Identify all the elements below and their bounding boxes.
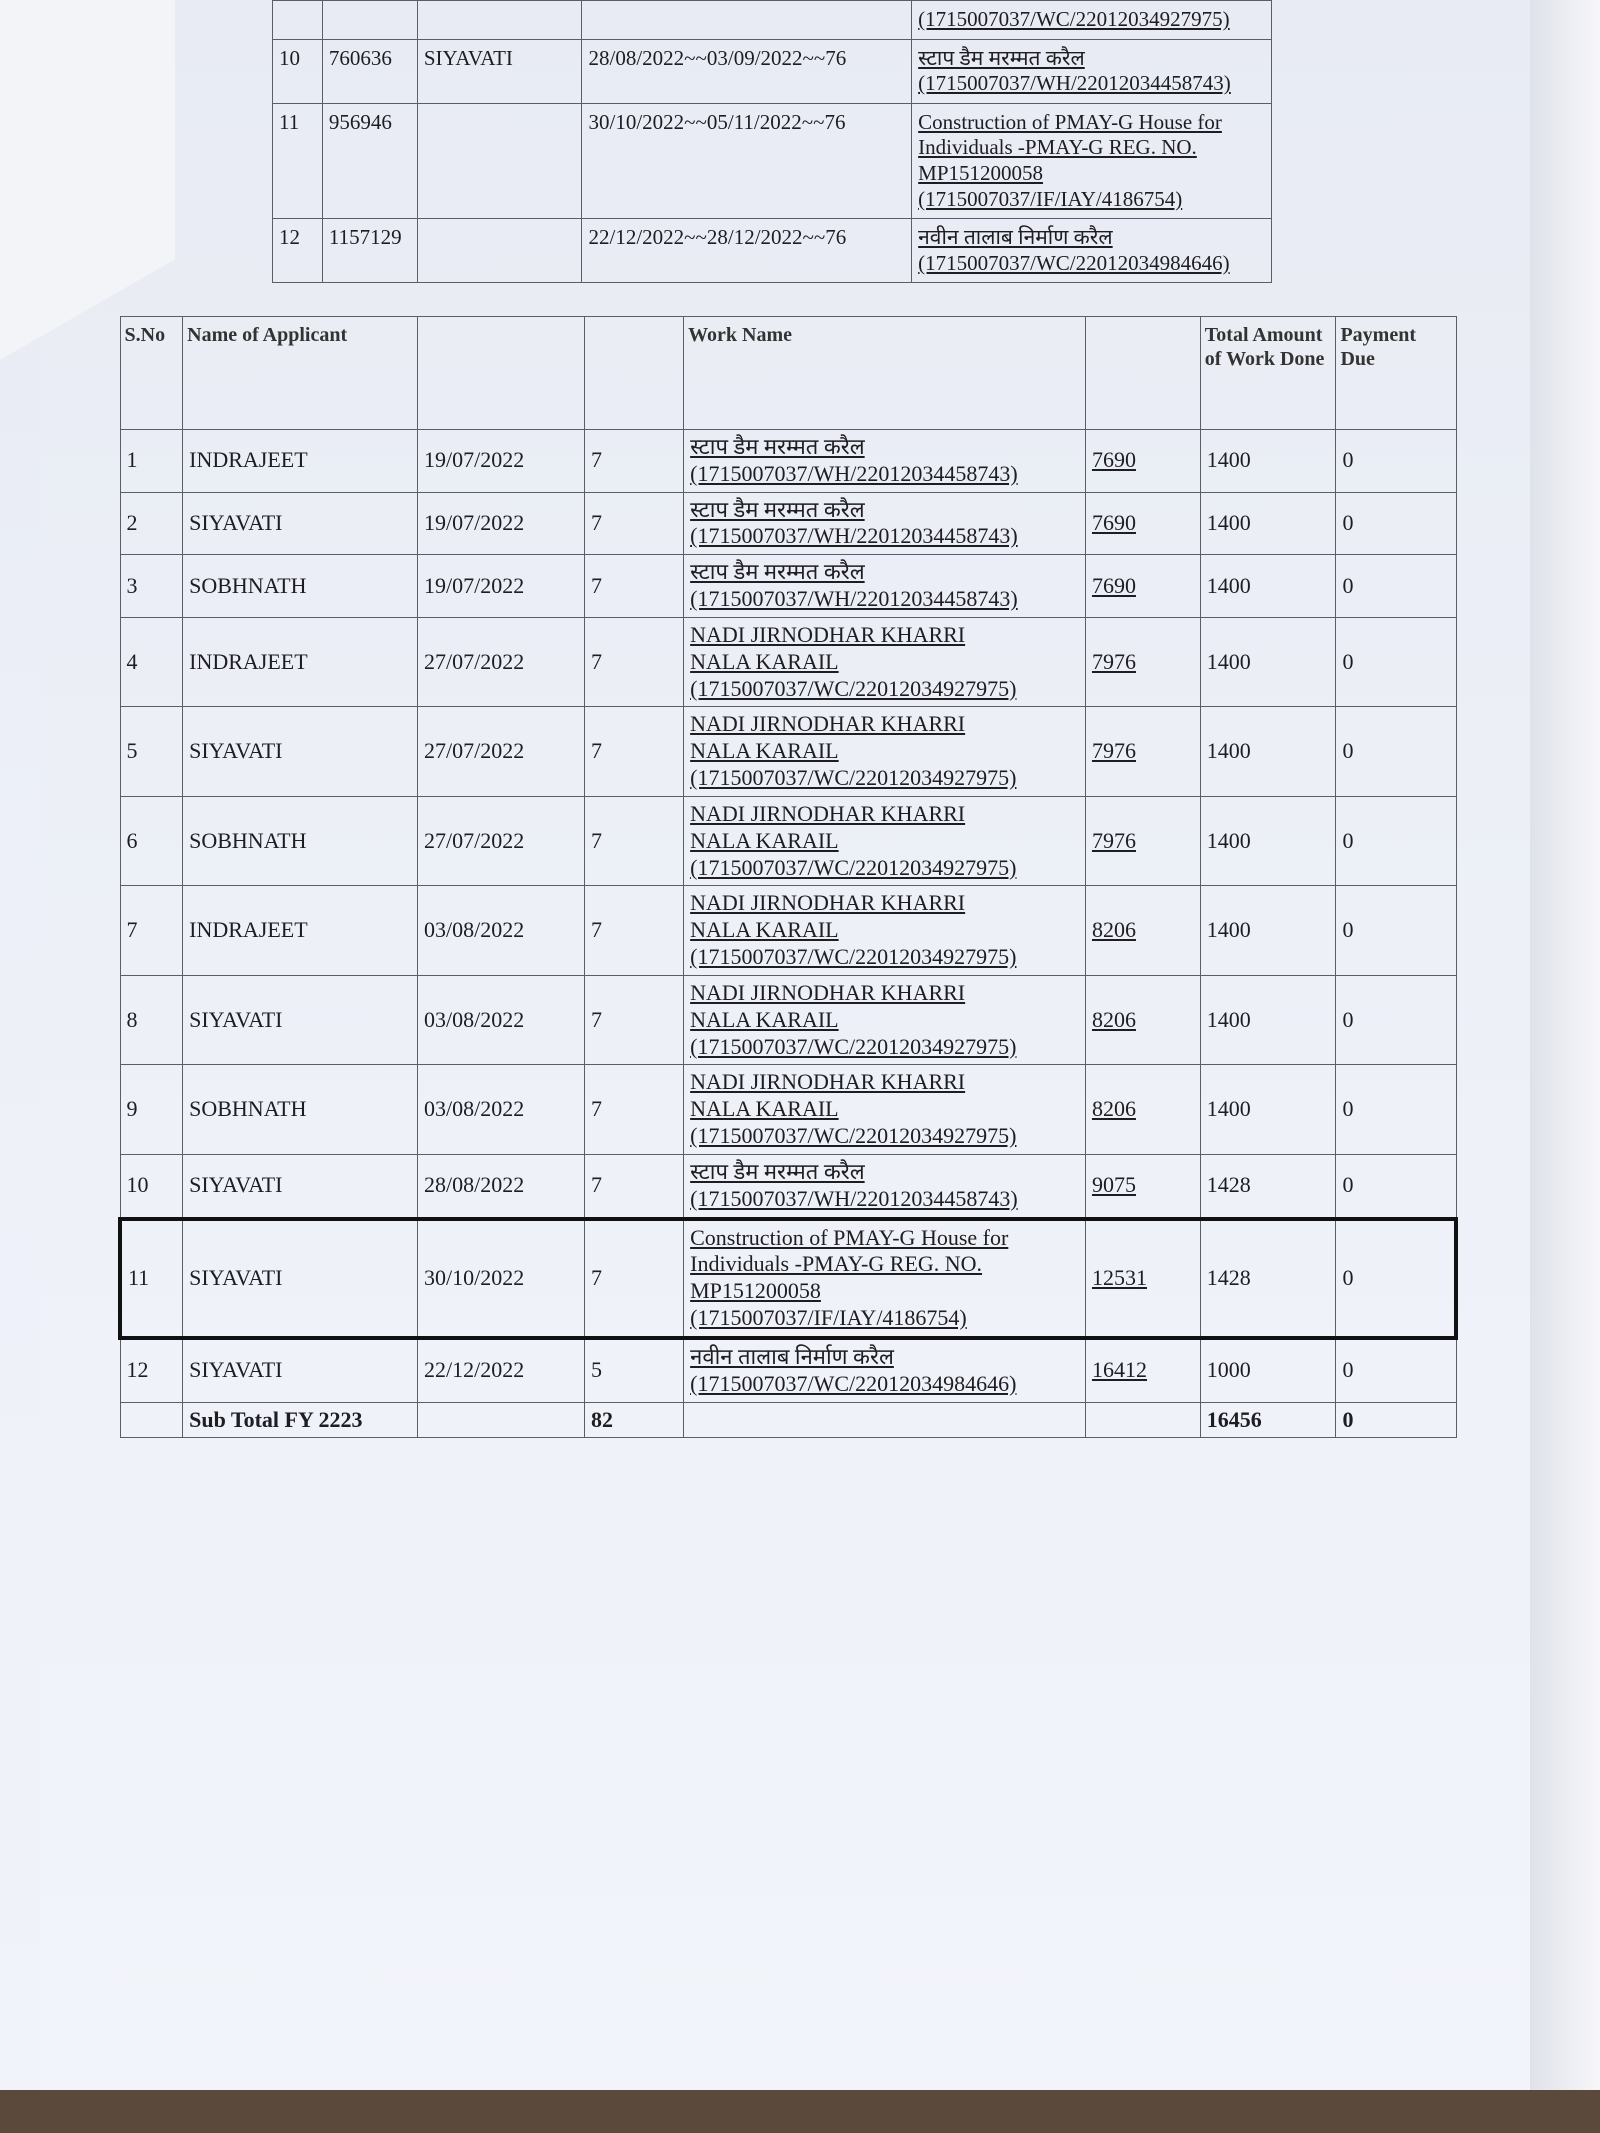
row-work-code: 7976 — [1085, 796, 1200, 885]
row-date: 30/10/2022 — [417, 1219, 584, 1338]
row-payment-due: 0 — [1336, 707, 1456, 796]
work-name-line: (1715007037/WC/22012034927975) — [690, 944, 1017, 970]
row-days: 7 — [584, 796, 683, 885]
row-period: 30/10/2022~~05/11/2022~~76 — [582, 103, 912, 218]
row-date: 03/08/2022 — [417, 1065, 584, 1154]
row-total-amount: 1000 — [1200, 1338, 1336, 1402]
work-name-line: (1715007037/WC/22012034927975) — [690, 765, 1017, 791]
work-name-line: Construction of PMAY-G House for — [918, 109, 1222, 134]
work-name-line: NADI JIRNODHAR KHARRI — [690, 621, 966, 647]
table-row — [273, 219, 1272, 283]
work-name-line: (1715007037/WC/22012034927975) — [690, 675, 1017, 701]
row-date: 19/07/2022 — [417, 430, 584, 493]
row-work-name — [684, 1065, 1086, 1154]
row-work-name — [684, 1154, 1086, 1218]
header-date — [417, 317, 584, 430]
previous-records-table — [272, 0, 1272, 283]
row-job-id — [322, 1, 417, 40]
header-sno: S.No — [120, 317, 183, 430]
work-name-line: (1715007037/IF/IAY/4186754) — [690, 1305, 967, 1331]
row-days: 7 — [584, 707, 683, 796]
row-applicant-name: SIYAVATI — [417, 39, 582, 103]
row-work-name — [684, 492, 1086, 555]
table-row — [120, 975, 1456, 1064]
row-work-code: 7690 — [1085, 555, 1200, 618]
row-payment-due: 0 — [1336, 1065, 1456, 1154]
row-work-code: 9075 — [1085, 1154, 1200, 1218]
wage-payment-table — [118, 316, 1458, 1438]
row-total-amount: 1400 — [1200, 975, 1336, 1064]
row-applicant-name — [417, 103, 582, 218]
work-name-line: NALA KARAIL — [690, 827, 839, 853]
row-sno: 7 — [120, 886, 183, 975]
row-work-name — [684, 1219, 1086, 1338]
table-row — [120, 1338, 1456, 1402]
row-sno: 1 — [120, 430, 183, 493]
row-sno: 10 — [273, 39, 323, 103]
row-applicant-name: INDRAJEET — [183, 886, 418, 975]
work-name-line: (1715007037/IF/IAY/4186754) — [918, 186, 1183, 211]
row-work-code: 8206 — [1085, 886, 1200, 975]
subtotal-label: Sub Total FY 2223 — [183, 1402, 418, 1438]
row-sno: 2 — [120, 492, 183, 555]
table-row — [120, 796, 1456, 885]
table-row — [120, 555, 1456, 618]
work-name-line: Individuals -PMAY-G REG. NO. — [690, 1251, 983, 1277]
row-days: 7 — [584, 430, 683, 493]
row-total-amount: 1400 — [1200, 707, 1336, 796]
row-payment-due: 0 — [1336, 555, 1456, 618]
work-name-line: NADI JIRNODHAR KHARRI — [690, 979, 966, 1005]
row-total-amount: 1400 — [1200, 886, 1336, 975]
row-date: 03/08/2022 — [417, 886, 584, 975]
row-days: 7 — [584, 1065, 683, 1154]
row-work-name — [684, 430, 1086, 493]
row-date: 27/07/2022 — [417, 707, 584, 796]
row-days: 7 — [584, 975, 683, 1064]
subtotal-code — [1085, 1402, 1200, 1438]
row-date: 19/07/2022 — [417, 555, 584, 618]
work-name-line: (1715007037/WC/22012034927975) — [690, 854, 1017, 880]
subtotal-days: 82 — [584, 1402, 683, 1438]
work-name-line: (1715007037/WH/22012034458743) — [690, 523, 1018, 549]
row-applicant-name: SOBHNATH — [183, 796, 418, 885]
table-row — [120, 1219, 1456, 1338]
row-days: 7 — [584, 555, 683, 618]
work-name-line: स्टाप डैम मरम्मत करैल — [690, 559, 865, 585]
row-date: 28/08/2022 — [417, 1154, 584, 1218]
row-total-amount: 1400 — [1200, 796, 1336, 885]
work-name-line: (1715007037/WC/22012034984646) — [690, 1370, 1017, 1396]
row-sno: 9 — [120, 1065, 183, 1154]
work-name-line: Individuals -PMAY-G REG. NO. — [918, 135, 1197, 160]
row-job-id: 760636 — [322, 39, 417, 103]
work-name-line: NADI JIRNODHAR KHARRI — [690, 1069, 966, 1095]
work-name-line: स्टाप डैम मरम्मत करैल — [690, 496, 865, 522]
row-sno: 11 — [120, 1219, 183, 1338]
row-work-code: 7976 — [1085, 617, 1200, 706]
table-row — [120, 430, 1456, 493]
row-job-id: 1157129 — [322, 219, 417, 283]
table-row — [120, 707, 1456, 796]
row-payment-due: 0 — [1336, 796, 1456, 885]
subtotal-date — [417, 1402, 584, 1438]
table-header-row — [120, 317, 1456, 430]
work-name-line: नवीन तालाब निर्माण करैल — [918, 225, 1113, 250]
work-name-line: MP151200058 — [918, 161, 1044, 186]
work-name-line: स्टाप डैम मरम्मत करैल — [918, 45, 1085, 70]
work-name-line: (1715007037/WH/22012034458743) — [918, 71, 1231, 96]
row-work-name — [684, 707, 1086, 796]
row-payment-due: 0 — [1336, 430, 1456, 493]
work-name-line: MP151200058 — [690, 1278, 821, 1304]
row-applicant-name: SOBHNATH — [183, 555, 418, 618]
row-work-name — [684, 617, 1086, 706]
row-work-name — [684, 796, 1086, 885]
row-payment-due: 0 — [1336, 492, 1456, 555]
work-name-line: (1715007037/WH/22012034458743) — [690, 1185, 1018, 1211]
row-work-code: 16412 — [1085, 1338, 1200, 1402]
row-total-amount: 1400 — [1200, 430, 1336, 493]
table-row — [120, 492, 1456, 555]
work-name-line: (1715007037/WH/22012034458743) — [690, 586, 1018, 612]
row-payment-due: 0 — [1336, 886, 1456, 975]
row-sno: 3 — [120, 555, 183, 618]
row-sno: 8 — [120, 975, 183, 1064]
row-applicant-name: SIYAVATI — [183, 707, 418, 796]
table-row — [120, 886, 1456, 975]
work-name-line: स्टाप डैम मरम्मत करैल — [690, 434, 865, 459]
subtotal-work — [684, 1402, 1086, 1438]
row-total-amount: 1400 — [1200, 617, 1336, 706]
row-job-id: 956946 — [322, 103, 417, 218]
row-total-amount: 1400 — [1200, 555, 1336, 618]
work-name-line: NALA KARAIL — [690, 1006, 839, 1032]
row-work-code: 7976 — [1085, 707, 1200, 796]
row-applicant-name: SIYAVATI — [183, 975, 418, 1064]
work-name-line: (1715007037/WC/22012034927975) — [918, 7, 1230, 31]
work-name-line: NADI JIRNODHAR KHARRI — [690, 890, 966, 916]
row-payment-due: 0 — [1336, 1338, 1456, 1402]
row-total-amount: 1400 — [1200, 492, 1336, 555]
work-name-line: (1715007037/WC/22012034927975) — [690, 1123, 1017, 1149]
row-applicant-name: SIYAVATI — [183, 1338, 418, 1402]
row-applicant-name: SIYAVATI — [183, 492, 418, 555]
header-total-amount: Total Amount of Work Done — [1200, 317, 1336, 430]
work-name-line: NADI JIRNODHAR KHARRI — [690, 711, 966, 737]
work-name-line: NALA KARAIL — [690, 1096, 839, 1122]
row-work-name — [912, 219, 1272, 283]
row-work-code: 7690 — [1085, 430, 1200, 493]
row-period — [582, 1, 912, 40]
header-work-code — [1085, 317, 1200, 430]
row-work-name — [684, 1338, 1086, 1402]
row-total-amount: 1428 — [1200, 1154, 1336, 1218]
header-applicant-name: Name of Applicant — [183, 317, 418, 430]
row-sno: 5 — [120, 707, 183, 796]
row-date: 03/08/2022 — [417, 975, 584, 1064]
row-applicant-name: SIYAVATI — [183, 1154, 418, 1218]
work-name-line: नवीन तालाब निर्माण करैल — [690, 1343, 894, 1369]
row-total-amount: 1400 — [1200, 1065, 1336, 1154]
row-work-name — [684, 555, 1086, 618]
row-period: 22/12/2022~~28/12/2022~~76 — [582, 219, 912, 283]
row-work-name — [684, 975, 1086, 1064]
header-days — [584, 317, 683, 430]
table-row — [120, 1154, 1456, 1218]
table-row — [273, 103, 1272, 218]
row-sno: 11 — [273, 103, 323, 218]
row-work-name — [912, 39, 1272, 103]
work-name-line: NALA KARAIL — [690, 648, 839, 674]
row-sno: 12 — [273, 219, 323, 283]
row-period: 28/08/2022~~03/09/2022~~76 — [582, 39, 912, 103]
row-work-name — [684, 886, 1086, 975]
row-applicant-name: INDRAJEET — [183, 617, 418, 706]
work-name-line: NADI JIRNODHAR KHARRI — [690, 800, 966, 826]
work-name-line: (1715007037/WH/22012034458743) — [690, 460, 1018, 486]
row-payment-due: 0 — [1336, 975, 1456, 1064]
work-name-line: (1715007037/WC/22012034984646) — [918, 250, 1230, 275]
row-sno — [273, 1, 323, 40]
table-row — [120, 1065, 1456, 1154]
row-days: 7 — [584, 492, 683, 555]
subtotal-sno — [120, 1402, 183, 1438]
row-applicant-name: SOBHNATH — [183, 1065, 418, 1154]
row-work-code: 7690 — [1085, 492, 1200, 555]
subtotal-due: 0 — [1336, 1402, 1456, 1438]
row-days: 7 — [584, 1219, 683, 1338]
row-date: 19/07/2022 — [417, 492, 584, 555]
row-sno: 6 — [120, 796, 183, 885]
header-work-name: Work Name — [684, 317, 1086, 430]
row-date: 27/07/2022 — [417, 617, 584, 706]
row-work-name — [912, 103, 1272, 218]
table-surface-bottom — [0, 2090, 1600, 2133]
row-payment-due: 0 — [1336, 1154, 1456, 1218]
row-total-amount: 1428 — [1200, 1219, 1336, 1338]
work-name-line: (1715007037/WC/22012034927975) — [690, 1033, 1017, 1059]
row-payment-due: 0 — [1336, 1219, 1456, 1338]
row-days: 7 — [584, 617, 683, 706]
row-work-code: 8206 — [1085, 975, 1200, 1064]
row-days: 7 — [584, 1154, 683, 1218]
row-date: 22/12/2022 — [417, 1338, 584, 1402]
header-payment-due: Payment Due — [1336, 317, 1456, 430]
row-payment-due: 0 — [1336, 617, 1456, 706]
subtotal-row — [120, 1402, 1456, 1438]
table-row — [273, 1, 1272, 40]
row-days: 7 — [584, 886, 683, 975]
row-days: 5 — [584, 1338, 683, 1402]
row-work-code: 8206 — [1085, 1065, 1200, 1154]
row-applicant-name: INDRAJEET — [183, 430, 418, 493]
row-applicant-name — [417, 1, 582, 40]
work-name-line: स्टाप डैम मरम्मत करैल — [690, 1158, 865, 1184]
row-date: 27/07/2022 — [417, 796, 584, 885]
work-name-line: Construction of PMAY-G House for — [690, 1224, 1009, 1250]
table-row — [120, 617, 1456, 706]
row-work-code: 12531 — [1085, 1219, 1200, 1338]
paper-edge-right — [1530, 0, 1600, 2100]
subtotal-total: 16456 — [1200, 1402, 1336, 1438]
row-sno: 4 — [120, 617, 183, 706]
row-applicant-name: SIYAVATI — [183, 1219, 418, 1338]
row-applicant-name — [417, 219, 582, 283]
work-name-line: NALA KARAIL — [690, 738, 839, 764]
row-sno: 12 — [120, 1338, 183, 1402]
row-work-name — [912, 1, 1272, 40]
work-name-line: NALA KARAIL — [690, 917, 839, 943]
row-sno: 10 — [120, 1154, 183, 1218]
table-row — [273, 39, 1272, 103]
